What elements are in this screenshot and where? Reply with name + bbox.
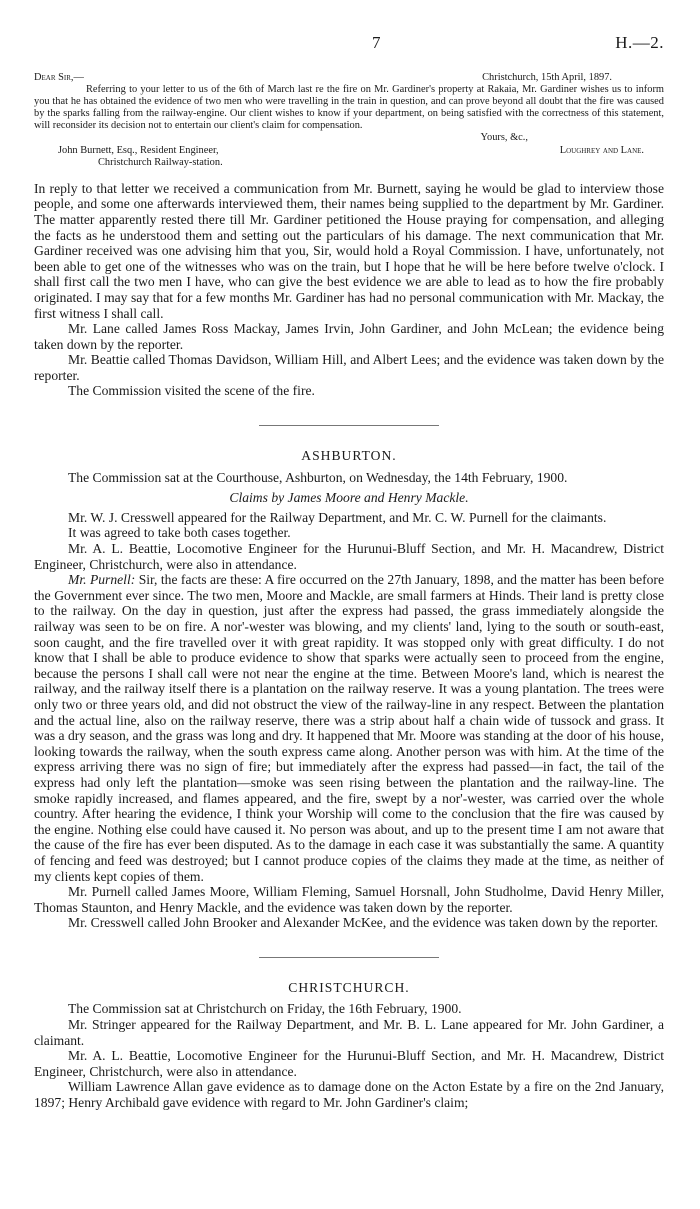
speaker-name: Mr. Purnell:: [68, 572, 136, 588]
intro-paragraph: Mr. Lane called James Ross Mackay, James Irvin, John Gardiner, and John McLean; the evidence being taken down by the reporter.: [34, 321, 664, 352]
paragraph: Mr. Cresswell called John Brooker and Alexander McKee, and the evidence was taken down by the reporter.: [68, 915, 659, 931]
ashburton-section: [34, 448, 664, 931]
paragraph: Mr. A. L. Beattie, Locomotive Engineer for the Hurunui-Bluff Section, and Mr. H. Macandrew, District Engineer, Christchurch, were also in attendance.: [34, 541, 664, 572]
christchurch-section: [34, 980, 664, 1111]
page-number: 7: [372, 33, 381, 52]
paragraph: Mr. W. J. Cresswell appeared for the Railway Department, and Mr. C. W. Purnell for the claimants.: [68, 509, 607, 525]
paragraph: William Lawrence Allan gave evidence as to damage done on the Acton Estate by a fire on the 2nd January, 1897; Henry Archibald gave evidence with regard to Mr. John Gardiner's claim;: [34, 1079, 664, 1111]
section-divider: [259, 425, 439, 426]
letter-date: Christchurch, 15th April, 1897.: [482, 72, 612, 83]
sitting-line: The Commission sat at the Courthouse, Ashburton, on Wednesday, the 14th February, 1900.: [68, 469, 568, 485]
section-heading: ASHBURTON.: [301, 448, 397, 464]
letter-signature: Loughrey and Lane.: [559, 144, 644, 156]
letter-addressee: John Burnett, Esq., Resident Engineer,: [58, 144, 219, 156]
running-header: [34, 0, 664, 50]
letter-addressee-location: Christchurch Railway-station.: [98, 156, 223, 168]
speech-text: Sir, the facts are these: A fire occurred on the 27th January, 1898, and the matter has been before the Government ever since. The two men, Moore and Mackle, are small farmers at Hinds. Their land is pretty close to the railway. On the day in question, just after the express had passed, the grass immediately alongside the railway was seen to be on fire. A nor'-wester was blowing, and my clients' land, lying to the south or south-east, soon caught, and the fire travelled over it with great rapidity. It was stopped only with great difficulty. I do not know that I shall be able to produce evidence to show that sparks were actually seen to proceed from the engine, because the persons I shall call were not near the engine at the time. Between Moore's land, which is nearest the railway, and the railway itself there is a plantation on the railway reserve. It was a young plantation. The trees were only two or three years old, and did not obstruct the view of the railway-line in any respect. Between the plantation and the actual line, also on the railway reserve, there was a strip about half a chain wide of tussock and grass. It was a dry season, and the grass was long and dry. It happened that Mr. Moore was standing at the door of his house, looking towards the railway, when the south express came along. Another person was with him. At the time of the express arriving there was no sign of fire; but immediately after the express had passed—in fact, the tail of the express had only left the plantation—smoke was seen rising between the plantation and the railway-line. The smoke rapidly increased, and flames appeared, and the fire, swept by a nor'-wester, was carried over the whole country. After hearing the evidence, I think your Worship will come to the conclusion that the fire was caused by the engine. Nothing else could have caused it. No person was about, and up to the present time I am not aware that the cause of the fire has ever been disputed. As to the damage in each case it was substantially the same. A quantity of fencing and feed was destroyed; but I cannot produce copies of the claims they made at the time, as neither of my clients kept copies of them.: [34, 572, 664, 884]
sitting-line: The Commission sat at Christchurch on Friday, the 16th February, 1900.: [68, 1001, 462, 1017]
paragraph: Mr. Stringer appeared for the Railway Department, and Mr. B. L. Lane appeared for Mr. John Gardiner, a claimant.: [34, 1017, 664, 1048]
intro-section: [34, 181, 664, 399]
letter-closing: Yours, &c.,: [480, 132, 528, 144]
section-heading: CHRISTCHURCH.: [288, 979, 410, 995]
intro-paragraph: Mr. Beattie called Thomas Davidson, William Hill, and Albert Lees; and the evidence was taken down by the reporter.: [34, 352, 664, 383]
intro-paragraph: The Commission visited the scene of the fire.: [68, 383, 315, 399]
intro-paragraph: In reply to that letter we received a communication from Mr. Burnett, saying he would be glad to interview those people, and some one afterwards interviewed them, their names being supplied to the department by Mr. Gardiner. The matter apparently rested there till Mr. Gardiner petitioned the House praying for compensation, and alleging the facts as he understood them and setting out the particulars of his damage. The next communication that Mr. Gardiner received was one advising him that you, Sir, would hold a Royal Commission. I have, unfortunately, not been able to get one of the witnesses who was on the train, but I hope that he will be here before twelve o'clock. I shall first call the two men I have, who can give the best evidence we are able to lead as to how the fire probably originated. I may say that for a few months Mr. Gardiner has had no personal communication with Mr. Mackay, the first witness I shall call.: [34, 180, 664, 321]
paragraph: Mr. A. L. Beattie, Locomotive Engineer for the Hurunui-Bluff Section, and Mr. H. Macandrew, District Engineer, Christchurch, were also in attendance.: [34, 1048, 664, 1079]
speech-paragraph: [34, 572, 664, 884]
letter-salutation: Dear Sir,—: [34, 72, 84, 83]
claims-subheading: Claims by James Moore and Henry Mackle.: [229, 490, 469, 506]
paragraph: It was agreed to take both cases together.: [68, 525, 291, 541]
document-code: H.—2.: [615, 33, 664, 52]
section-divider: [259, 957, 439, 958]
quoted-letter: [34, 72, 664, 169]
letter-body: Referring to your letter to us of the 6th of March last re the fire on Mr. Gardiner's property at Rakaia, Mr. Gardiner wishes us to inform you that he has obtained the evidence of two men who were travelling in the train in question, and can prove beyond all doubt that the fire was caused by the sparks falling from the railway-engine. Our client wishes to know if your department, on being satisfied with the correctness of this statement, will reconsider its decision not to entertain our client's claim for compensation.: [34, 84, 664, 132]
paragraph: Mr. Purnell called James Moore, William Fleming, Samuel Horsnall, John Studholme, David Henry Miller, Thomas Staunton, and Henry Mackle, and the evidence was taken down by the reporter.: [34, 884, 664, 915]
